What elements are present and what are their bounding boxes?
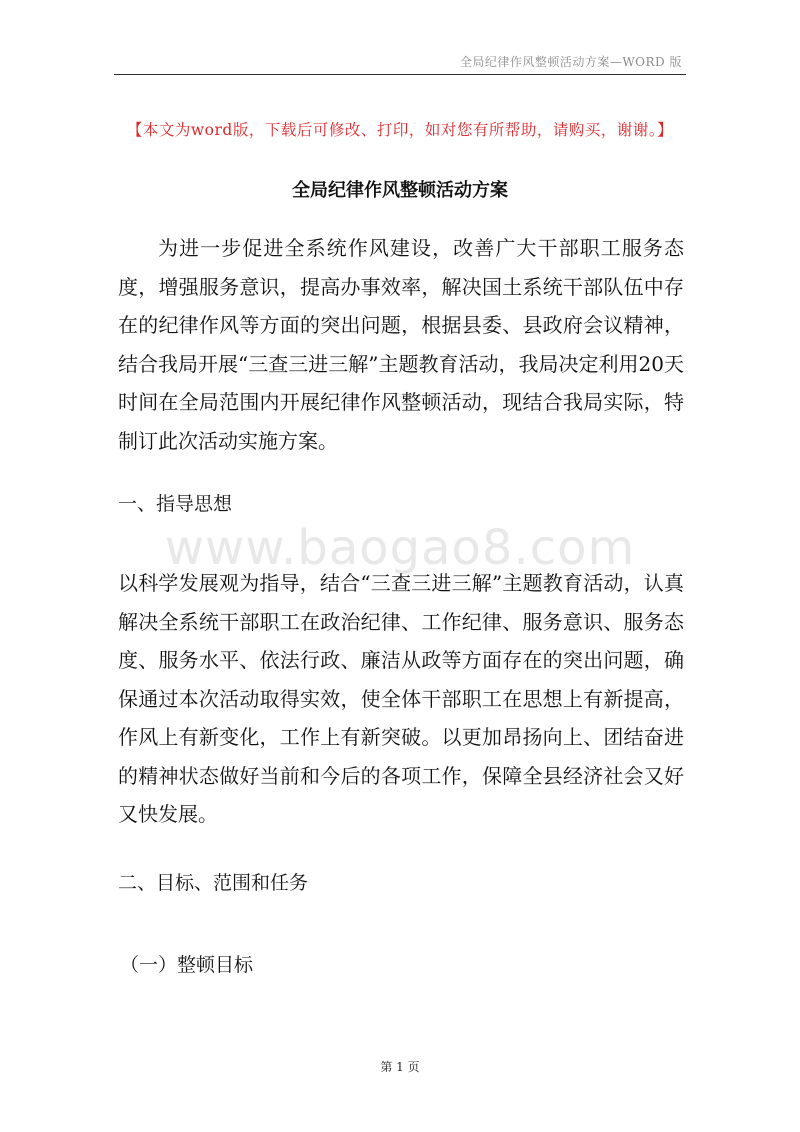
document-title: 全局纪律作风整顿活动方案	[292, 180, 508, 201]
section-heading-goals-scope-tasks: 二、目标、范围和任务	[118, 872, 309, 894]
running-header: 全局纪律作风整顿活动方案—WORD 版	[459, 55, 682, 69]
page-number: 第 1 页	[380, 1060, 420, 1074]
watermark: www.baogao8.com	[164, 520, 636, 576]
guiding-ideology-paragraph: 以科学发展观为指导，结合“三查三进三解”主题教育活动，认真解决全系统干部职工在政治纪律、工作纪律、服务意识、服务态度、服务水平、依法行政、廉洁从政等方面存在的突出问题，确保通过本次活动取得实效，使全体干部职工在思想上有新提高，作风上有新变化，工作上有新突破。以更加昂扬向上、团结奋进的精神状态做好当前和今后的各项工作，保障全县经济社会又好又快发展。	[118, 571, 684, 826]
subsection-heading-rectification-goals: （一）整顿目标	[120, 954, 254, 976]
purchase-notice: 【本文为word版，下载后可修改、打印，如对您有所帮助，请购买，谢谢。】	[126, 121, 674, 139]
section-heading-guiding-ideology: 一、指导思想	[118, 493, 233, 515]
header-divider	[114, 74, 686, 75]
intro-paragraph: 为进一步促进全系统作风建设，改善广大干部职工服务态度，增强服务意识，提高办事效率，解决国土系统干部队伍中存在的纪律作风等方面的突出问题，根据县委、县政府会议精神，结合我局开展“三查三进三解”主题教育活动，我局决定利用20天时间在全局范围内开展纪律作风整顿活动，现结合我局实际，特制订此次活动实施方案。	[118, 236, 684, 453]
